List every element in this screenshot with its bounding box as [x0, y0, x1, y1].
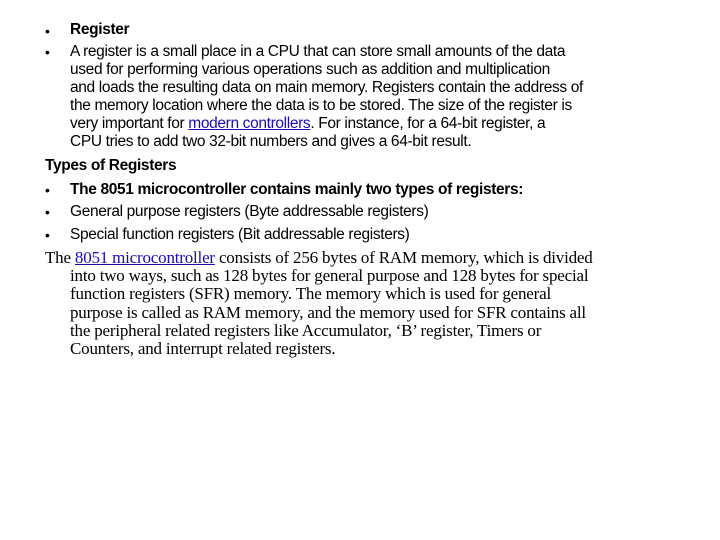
types-bullet: The 8051 microcontroller contains mainly two types of registers: — [70, 181, 524, 198]
register-para-line: and loads the resulting data on main memory. Registers contain the address of — [70, 79, 583, 96]
memory-para-line: into two ways, such as 128 bytes for general purpose and 128 bytes for special — [70, 266, 589, 285]
register-para-line — [70, 115, 545, 133]
bullet-icon: • — [45, 227, 50, 243]
register-para-line: the memory location where the data is to be stored. The size of the register is — [70, 97, 572, 114]
memory-para-line: function registers (SFR) memory. The memory which is used for general — [70, 284, 551, 303]
bullet-icon: • — [45, 204, 50, 220]
memory-para-line — [45, 249, 593, 267]
memory-para-line: the peripheral related registers like Accumulator, ‘B’ register, Timers or — [70, 321, 542, 340]
register-heading: Register — [70, 21, 130, 38]
bullet-icon: • — [45, 182, 50, 198]
text: The — [45, 248, 75, 267]
register-para-line: used for performing various operations such as addition and multiplication — [70, 61, 550, 78]
register-para-line: A register is a small place in a CPU that can store small amounts of the data — [70, 43, 566, 60]
text: . For instance, for a 64-bit register, a — [310, 115, 546, 132]
types-bullet: Special function registers (Bit addressable registers) — [70, 226, 410, 243]
types-bullet: General purpose registers (Byte addressable registers) — [70, 203, 429, 220]
memory-para-line: Counters, and interrupt related registers. — [70, 339, 336, 358]
text: very important for — [70, 115, 189, 132]
types-heading: Types of Registers — [45, 157, 177, 174]
memory-para-line: purpose is called as RAM memory, and the memory used for SFR contains all — [70, 303, 586, 322]
bullet-icon: • — [45, 23, 50, 39]
text: consists of 256 bytes of RAM memory, which is divided — [214, 248, 593, 267]
8051-microcontroller-link[interactable]: 8051 microcontroller — [74, 248, 215, 267]
register-para-line: CPU tries to add two 32-bit numbers and gives a 64-bit result. — [70, 133, 472, 150]
modern-controllers-link[interactable]: modern controllers — [188, 115, 311, 132]
bullet-icon: • — [45, 44, 50, 60]
